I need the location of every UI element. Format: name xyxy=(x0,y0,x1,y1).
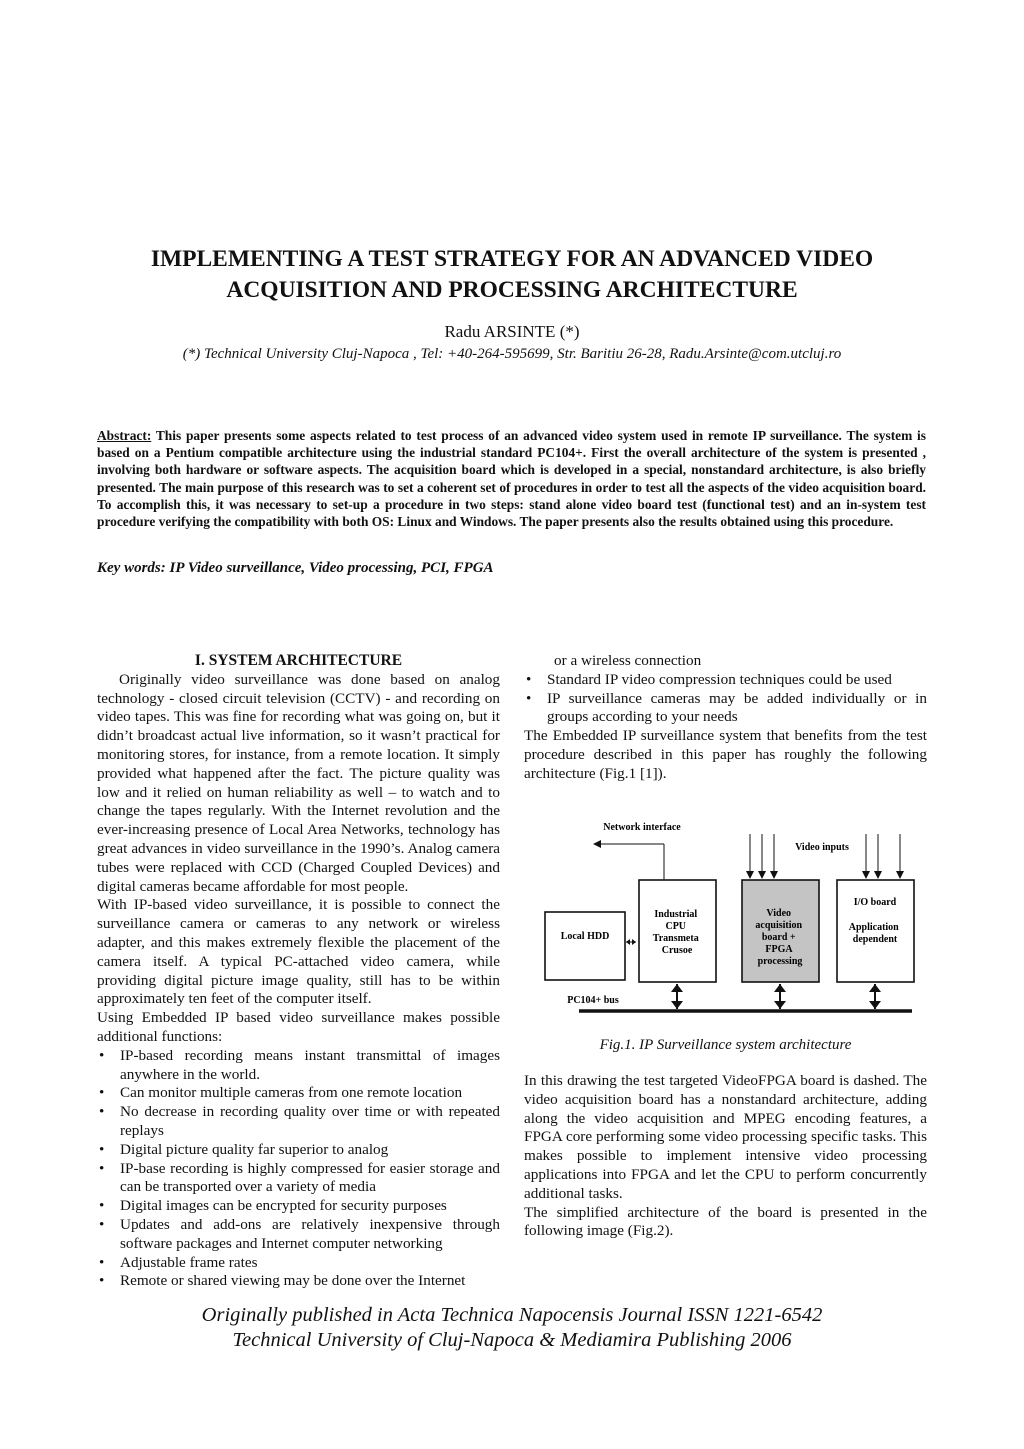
figure-caption: Fig.1. IP Surveillance system architecture xyxy=(599,1037,852,1053)
hdd-cpu-arrowhead xyxy=(632,939,636,945)
list-item-text: IP surveillance cameras may be added individually or in groups according to your needs xyxy=(547,689,927,726)
bullet-icon: • xyxy=(99,1197,105,1215)
publication-footer xyxy=(0,1303,1024,1353)
list-item xyxy=(97,1103,500,1141)
list-item-text: Digital images can be encrypted for security purposes xyxy=(120,1197,447,1215)
list-item xyxy=(97,1141,500,1160)
io-dependent-label: Application dependent xyxy=(848,922,899,945)
abstract-label: Abstract: xyxy=(97,428,152,443)
io-board-label: I/O board xyxy=(853,897,897,908)
author: Radu ARSINTE (*) xyxy=(444,322,580,341)
list-item-text: Remote or shared viewing may be done over the Internet xyxy=(120,1272,466,1290)
title-line-1: IMPLEMENTING A TEST STRATEGY FOR AN ADVANCED VIDEO xyxy=(150,246,874,272)
cpu-label: Industrial CPU Transmeta Crusoe xyxy=(652,909,699,956)
list-item xyxy=(97,1254,500,1273)
list-item xyxy=(524,690,927,728)
bus-connector xyxy=(671,984,683,1009)
list-item xyxy=(97,1047,500,1085)
list-item-text: Standard IP video compression techniques could be used xyxy=(547,670,892,688)
footer-line-1: Originally published in Acta Technica Napocensis Journal ISSN 1221-6542 xyxy=(201,1304,823,1326)
bullet-icon: • xyxy=(99,1159,105,1177)
list-item-text: No decrease in recording quality over time or with repeated replays xyxy=(120,1103,500,1139)
abstract-text: This paper presents some aspects related to test process of an advanced video system used in remote IP surveillance. The system is based on a Pentium compatible architecture using the industrial standard PC104+. First the overall architecture of the system is presented , involving both hardware or software aspects. The acquisition board which is developed in a special, nonstandard architecture, is also briefly presented. The main purpose of this research was to set a coherent set of procedures in order to test all the aspects of the video acquisition board. To accomplish this, it was necessary to set-up a procedure in two steps: stand alone video board test (functional test) and an in-system test procedure verifying the compatibility with both OS: Linux and Windows. The paper presents also the results obtained using this procedure. xyxy=(97,428,926,530)
list-item xyxy=(97,1216,500,1254)
bullet-icon: • xyxy=(99,1046,105,1064)
title-line-2: ACQUISITION AND PROCESSING ARCHITECTURE xyxy=(226,277,798,303)
list-item xyxy=(97,1197,500,1216)
bus-connector xyxy=(869,984,881,1009)
figure-1 xyxy=(534,812,926,1032)
video-inputs-label: Video inputs xyxy=(795,842,849,853)
bullet-list xyxy=(97,1047,500,1291)
right-column-lower xyxy=(524,1072,927,1241)
paragraph: The Embedded IP surveillance system that benefits from the test procedure described in this paper has roughly the following architecture (Fig.1 [1]). xyxy=(524,727,927,782)
list-item-text: IP-base recording is highly compressed for easier storage and can be transported over a variety of media xyxy=(120,1159,500,1196)
architecture-diagram xyxy=(534,812,926,1032)
local-hdd-label: Local HDD xyxy=(560,931,610,942)
hdd-cpu-arrowhead xyxy=(626,939,630,945)
bullet-icon: • xyxy=(526,689,532,707)
list-item xyxy=(524,671,927,690)
list-item-text: Adjustable frame rates xyxy=(120,1253,258,1271)
list-item xyxy=(97,1084,500,1103)
footer-line-2: Technical University of Cluj-Napoca & Mediamira Publishing 2006 xyxy=(232,1329,792,1351)
paragraph: With IP-based video surveillance, it is possible to connect the surveillance camera or cameras to any network or wireless adapter, and this makes extremely flexible the placement of the camera itself. A typical PC-attached video camera, while providing digital picture image quality, still has to be within approximately ten feet of the computer itself. xyxy=(97,896,500,1008)
list-item-continuation: or a wireless connection xyxy=(554,652,702,669)
bus-label: PC104+ bus xyxy=(567,995,619,1006)
list-item-text: Updates and add-ons are relatively inexpensive through software packages and Internet computer networking xyxy=(120,1215,500,1252)
bullet-icon: • xyxy=(526,670,532,688)
abstract xyxy=(97,427,926,530)
paragraph: In this drawing the test targeted VideoFPGA board is dashed. The video acquisition board has a nonstandard architecture, adding along the video acquisition and MPEG encoding features, a FPGA core performing some video processing specific tasks. This makes possible to implement intensive video processing applications into FPGA and let the CPU to perform concurrently additional tasks. xyxy=(524,1072,927,1202)
bullet-icon: • xyxy=(99,1272,105,1290)
video-board-label: Video acquisition board + FPGA processing xyxy=(755,908,803,967)
bullet-icon: • xyxy=(99,1103,105,1121)
paragraph: The simplified architecture of the board is presented in the following image (Fig.2). xyxy=(524,1203,927,1240)
local-hdd-box xyxy=(545,912,625,980)
bullet-icon: • xyxy=(99,1253,105,1271)
list-item-text: Digital picture quality far superior to analog xyxy=(120,1140,389,1158)
affiliation: (*) Technical University Cluj-Napoca , Tel: +40-264-595699, Str. Baritiu 26-28, Radu.Arsinte@com.utcluj.ro xyxy=(182,346,842,362)
paragraph: Originally video surveillance was done based on analog technology - closed circuit television (CCTV) - and recording on video tapes. This was fine for recording what was going on, but it didn’t broadcast actual live information, so it wasn’t practical for monitoring stores, for instance, from a remote location. It simply provided what happened after the fact. The picture quality was low and it relied on human reliability as well – to watch and to change the tapes regularly. With the Internet revolution and the ever-increasing presence of Local Area Networks, technology has great advances in video surveillance in the 1990’s. Analog camera tubes were replaced with CCD (Charged Coupled Devices) and digital cameras became affordable for most people. xyxy=(97,670,500,895)
bullet-icon: • xyxy=(99,1215,105,1233)
paragraph: Using Embedded IP based video surveillance makes possible additional functions: xyxy=(97,1009,500,1045)
list-item xyxy=(97,1272,500,1291)
list-item xyxy=(97,1160,500,1198)
right-column xyxy=(524,652,927,784)
keywords: Key words: IP Video surveillance, Video processing, PCI, FPGA xyxy=(97,560,494,576)
list-item-text: Can monitor multiple cameras from one remote location xyxy=(120,1084,463,1102)
network-interface-label: Network interface xyxy=(603,822,681,833)
bullet-list xyxy=(524,671,927,727)
list-item-text: IP-based recording means instant transmittal of images anywhere in the world. xyxy=(120,1046,500,1083)
section-heading: I. SYSTEM ARCHITECTURE xyxy=(194,652,403,669)
bullet-icon: • xyxy=(99,1084,105,1102)
paper-title xyxy=(90,244,934,306)
bus-connector xyxy=(774,984,786,1009)
bullet-icon: • xyxy=(99,1140,105,1158)
left-column xyxy=(97,652,500,1291)
